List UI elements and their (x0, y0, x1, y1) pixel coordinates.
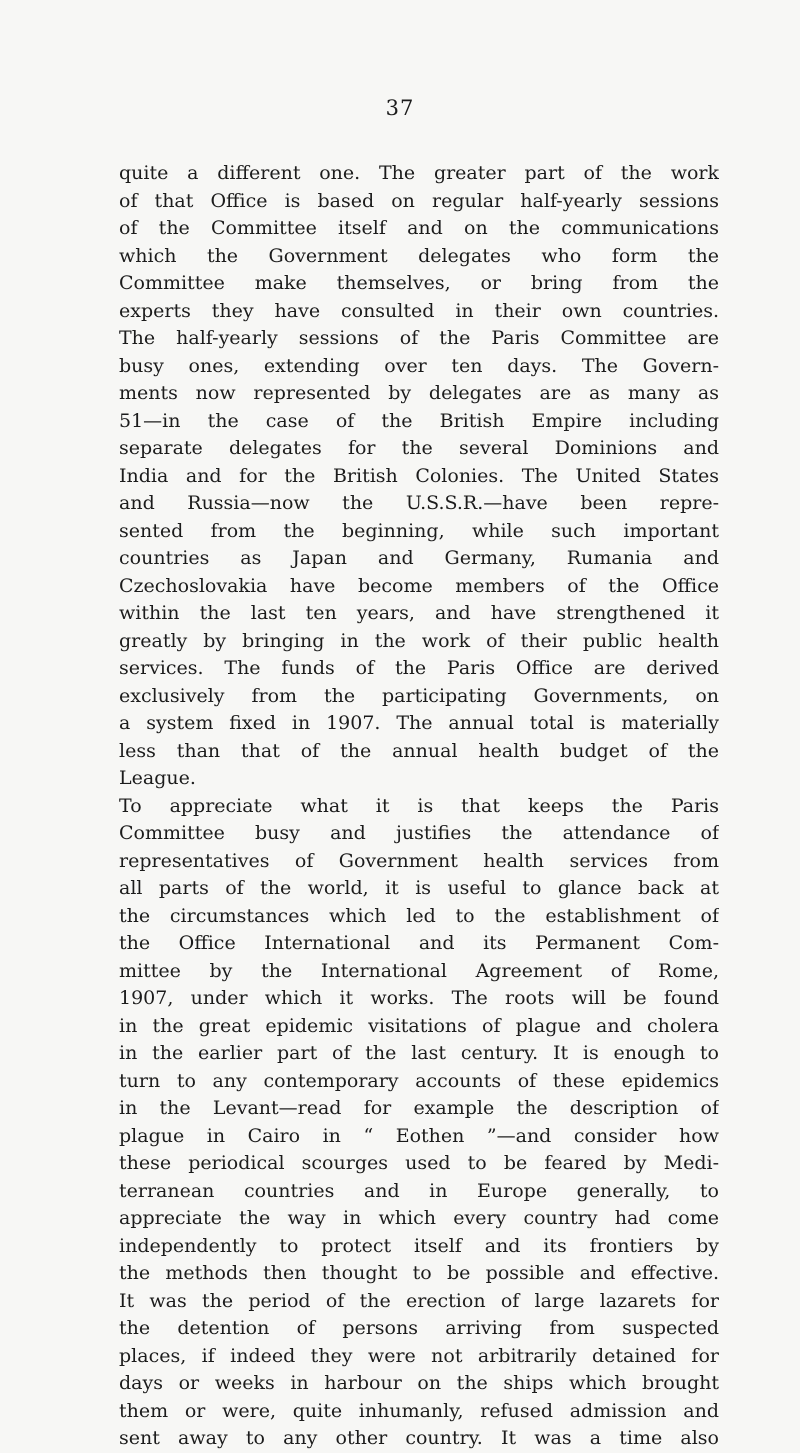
text-line: within the last ten years, and have strengthened it (119, 602, 719, 624)
text-line: Committee busy and justifies the attendance of (119, 822, 719, 844)
text-line: of the Committee itself and on the communications (119, 217, 719, 239)
text-line: less than that of the annual health budget of the (119, 739, 719, 762)
text-line: exclusively from the participating Governments, on (119, 684, 719, 707)
text-line: days or weeks in harbour on the ships which brought (119, 1372, 719, 1394)
text-line: appreciate the way in which every country had come (119, 1207, 719, 1229)
paragraph-start-line: To appreciate what it is that keeps the Paris (119, 794, 719, 817)
text-line: Czechoslovakia have become members of the Office (119, 574, 719, 597)
text-line: Committee make themselves, or bring from the (119, 272, 719, 294)
text-line: sented from the beginning, while such important (119, 519, 719, 542)
text-line: 1907, under which it works. The roots will be found (119, 987, 719, 1009)
text-line: and Russia—now the U.S.S.R.—have been repre- (119, 492, 719, 514)
text-line: busy ones, extending over ten days. The Govern- (119, 354, 719, 377)
body-text (119, 160, 719, 1453)
text-line: the methods then thought to be possible and effective. (119, 1262, 719, 1284)
text-line: places, if indeed they were not arbitrarily detained for (119, 1344, 719, 1367)
text-line: India and for the British Colonies. The United States (119, 464, 719, 487)
text-line: sent away to any other country. It was a time also (119, 1427, 719, 1449)
text-line: greatly by bringing in the work of their public health (119, 629, 719, 652)
text-line: the Office International and its Permanent Com- (119, 932, 719, 954)
text-line: independently to protect itself and its frontiers by (119, 1234, 719, 1257)
text-line: countries as Japan and Germany, Rumania and (119, 547, 719, 569)
paragraph-end-line: League. (119, 767, 196, 789)
text-line: 51—in the case of the British Empire including (119, 409, 719, 432)
text-line: the circumstances which led to the establishment of (119, 904, 719, 927)
text-line: all parts of the world, it is useful to glance back at (119, 877, 719, 899)
text-line: which the Government delegates who form the (119, 244, 719, 267)
text-line: plague in Cairo in “ Eothen ”—and consider how (119, 1124, 719, 1147)
text-line: representatives of Government health services from (119, 849, 719, 872)
text-line: in the earlier part of the last century. It is enough to (119, 1042, 719, 1064)
text-line: It was the period of the erection of large lazarets for (119, 1289, 719, 1312)
text-line: in the Levant—read for example the description of (119, 1097, 719, 1119)
text-line: experts they have consulted in their own countries. (119, 299, 719, 322)
text-line: them or were, quite inhumanly, refused admission and (119, 1399, 719, 1422)
text-line: in the great epidemic visitations of plague and cholera (119, 1014, 719, 1037)
text-line: quite a different one. The greater part of the work (119, 162, 719, 184)
text-line: services. The funds of the Paris Office are derived (119, 657, 719, 679)
page-number: 37 (385, 96, 415, 120)
text-line: mittee by the International Agreement of Rome, (119, 959, 719, 982)
text-line: separate delegates for the several Dominions and (119, 437, 719, 459)
text-line: ments now represented by delegates are as many as (119, 382, 719, 404)
text-line: a system fixed in 1907. The annual total is materially (119, 712, 719, 734)
text-line: The half-yearly sessions of the Paris Committee are (119, 327, 719, 349)
text-line: these periodical scourges used to be feared by Medi- (119, 1152, 719, 1174)
text-line: of that Office is based on regular half-yearly sessions (119, 189, 719, 212)
text-line: the detention of persons arriving from suspected (119, 1317, 719, 1339)
text-line: turn to any contemporary accounts of these epidemics (119, 1069, 719, 1092)
text-line: terranean countries and in Europe generally, to (119, 1179, 719, 1202)
